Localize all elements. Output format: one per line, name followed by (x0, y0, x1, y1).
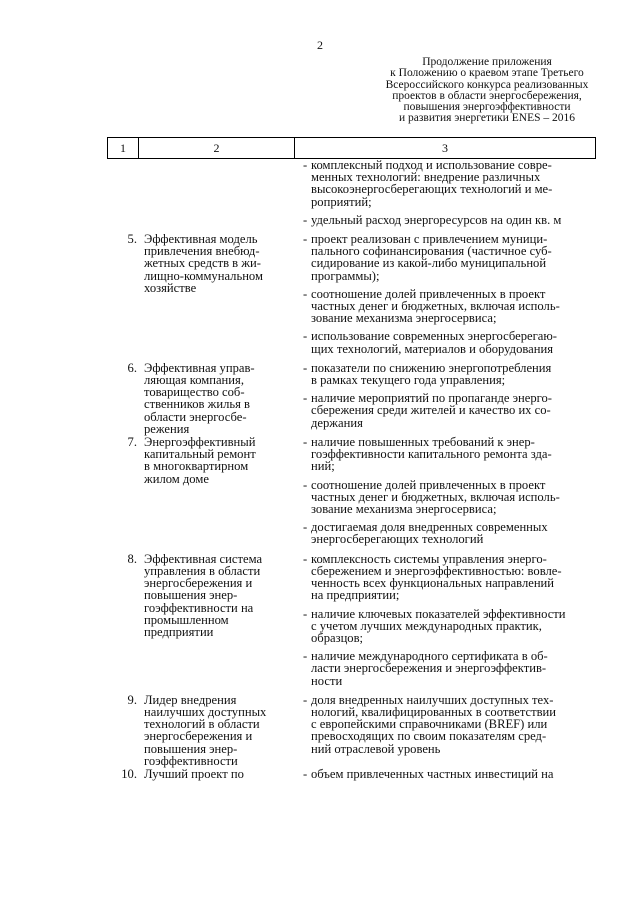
criterion-line: образцов; (311, 630, 364, 645)
criterion-item (303, 233, 597, 282)
criterion-line: менных технологий: внедрение различных (311, 170, 541, 185)
heading-line: Всероссийского конкурса реализованных (385, 78, 589, 91)
criterion-text (311, 694, 597, 755)
criterion-item (303, 362, 597, 386)
criterion-line: ченность всех функциональных направлений (311, 576, 555, 591)
criterion-text (311, 288, 597, 325)
criterion-text (311, 650, 597, 687)
nomination-name (137, 361, 292, 435)
nomination-line: капитальный ремонт (144, 447, 256, 462)
nomination-line: энергосбережения и (144, 576, 253, 591)
criterion-text (311, 768, 597, 780)
nomination-line: гоэффективности (144, 753, 238, 768)
row-number: 7. (127, 435, 137, 450)
nomination-line: Энергоэффективный (144, 435, 256, 450)
heading-line: повышения энергоэффективности (403, 101, 571, 114)
criterion-line: превосходящих по своим показателям сред- (311, 729, 547, 744)
nomination-line: технологий в области (144, 717, 260, 732)
criterion-line: ний; (311, 459, 335, 474)
criterion-line: частных денег и бюджетных, включая исполь- (311, 299, 560, 314)
criterion-line: наличие повышенных требований к энер- (311, 435, 535, 450)
criteria-list (292, 552, 597, 693)
nomination-line: товарищество соб- (144, 385, 245, 400)
bullet-dash: - (303, 520, 308, 535)
criterion-line: энергосберегающих технологий (311, 532, 484, 547)
criterion-text (311, 479, 597, 516)
nomination-line: жилом доме (144, 471, 209, 486)
bullet-dash: - (303, 232, 308, 247)
nomination-line: Эффективная управ- (144, 360, 255, 375)
criterion-item (303, 608, 597, 645)
nomination-name (137, 552, 292, 693)
criterion-line: сбережения среди жителей и качество их со- (311, 403, 551, 418)
bullet-dash: - (303, 649, 308, 664)
criterion-text (311, 521, 597, 545)
nomination-line: Эффективная модель (144, 232, 258, 247)
criterion-item (303, 159, 597, 208)
bullet-dash: - (303, 286, 308, 301)
page-number: 2 (317, 38, 323, 52)
nomination-line: ляющая компания, (144, 373, 244, 388)
bullet-dash: - (303, 360, 308, 375)
criteria-list (292, 693, 597, 767)
nomination-line: ственников жилья в (144, 397, 251, 412)
criterion-line: ласти энергосбережения и энергоэффектив- (311, 661, 547, 676)
criterion-item (303, 288, 597, 325)
nomination-name (137, 232, 292, 361)
criterion-line: сбережением и энергоэффективностью: вовле- (311, 563, 562, 578)
criterion-line: комплексный подход и использование совре- (311, 158, 552, 172)
nomination-line: предприятии (144, 624, 214, 639)
criterion-line: пального софинансирования (частичное суб- (311, 244, 552, 259)
heading-line: и развития энергетики ENES – 2016 (398, 112, 575, 125)
criterion-line: нологий, квалифицированных в соответствии (311, 704, 556, 719)
nomination-line: повышения энер- (144, 588, 238, 603)
column-header-number: 1 (108, 138, 139, 158)
criterion-line: соотношение долей привлеченных в проект (311, 477, 546, 492)
criterion-line: наличие ключевых показателей эффективности (311, 606, 566, 621)
row-number: 10. (121, 766, 137, 781)
criterion-line: показатели по снижению энергопотребления (311, 360, 552, 375)
criterion-text (311, 233, 597, 282)
criterion-line: удельный расход энергоресурсов на один кв. м (311, 212, 562, 227)
criteria-list (292, 435, 597, 552)
column-header-nomination: 2 (139, 138, 295, 158)
criterion-line: роприятий; (311, 194, 372, 209)
heading-line: проектов в области энергосбережения, (392, 89, 582, 102)
criterion-line: на предприятии; (311, 588, 400, 603)
bullet-dash: - (303, 766, 308, 781)
criterion-item (303, 214, 597, 226)
column-header-criteria: 3 (442, 140, 448, 155)
criterion-line: с европейскими справочниками (BREF) или (311, 717, 548, 732)
nomination-line: Эффективная система (144, 551, 263, 566)
nomination-name (137, 158, 292, 232)
criterion-line: программы); (311, 268, 380, 283)
criterion-line: использование современных энергосберегаю- (311, 329, 557, 344)
criterion-line: с учетом лучших международных практик, (311, 618, 542, 633)
appendix-heading (362, 57, 612, 125)
table-row (107, 435, 597, 552)
criterion-item (303, 330, 597, 354)
table-row (107, 767, 597, 786)
criterion-text (311, 362, 597, 386)
criterion-line: в рамках текущего года управления; (311, 373, 506, 388)
criterion-line: наличие международного сертификата в об- (311, 649, 548, 664)
bullet-dash: - (303, 435, 308, 450)
criterion-line: наличие мероприятий по пропаганде энерго- (311, 391, 552, 406)
table-header (107, 137, 596, 159)
criterion-text (311, 553, 597, 602)
criterion-line: проект реализован с привлечением муници- (311, 232, 548, 247)
criterion-line: сидирование из какой-либо муниципальной (311, 256, 547, 271)
criterion-line: доля внедренных наилучших доступных тех- (311, 692, 554, 707)
table-row (107, 158, 597, 232)
criterion-line: частных денег и бюджетных, включая исполь- (311, 489, 560, 504)
row-number: 8. (127, 551, 137, 566)
bullet-dash: - (303, 212, 308, 227)
criterion-text (311, 436, 597, 473)
nomination-line: наилучших доступных (144, 704, 267, 719)
table-row (107, 232, 597, 361)
criterion-item (303, 768, 597, 780)
criterion-text (311, 330, 597, 354)
bullet-dash: - (303, 692, 308, 707)
table-row (107, 361, 597, 435)
criterion-item (303, 436, 597, 473)
bullet-dash: - (303, 606, 308, 621)
nomination-line: промышленном (144, 612, 229, 627)
nomination-line: Лидер внедрения (144, 692, 237, 707)
criterion-line: достигаемая доля внедренных современных (311, 520, 548, 535)
bullet-dash: - (303, 391, 308, 406)
criterion-text (311, 159, 597, 208)
table-row (107, 552, 597, 693)
table-row (107, 693, 597, 767)
nomination-line: управления в области (144, 563, 261, 578)
row-number: 5. (127, 232, 137, 247)
nomination-line: лищно-коммунальном (144, 268, 263, 283)
criterion-line: объем привлеченных частных инвестиций на (311, 766, 554, 781)
bullet-dash: - (303, 477, 308, 492)
table-body (107, 158, 597, 786)
criterion-line: держания (311, 415, 363, 430)
heading-line: к Положению о краевом этапе Третьего (390, 67, 584, 80)
nomination-name (137, 767, 292, 786)
row-number: 6. (127, 360, 137, 375)
nomination-line: привлечения внебюд- (144, 244, 260, 259)
nomination-line: гоэффективности на (144, 600, 254, 615)
nomination-name (137, 435, 292, 552)
criterion-line: зование механизма энергосервиса; (311, 502, 497, 517)
criterion-item (303, 479, 597, 516)
criterion-line: гоэффективности капитального ремонта зда- (311, 447, 552, 462)
criterion-line: щих технологий, материалов и оборудования (311, 341, 554, 356)
nomination-line: хозяйстве (144, 280, 197, 295)
nomination-line: энергосбережения и (144, 729, 253, 744)
criteria-list (292, 767, 597, 786)
row-number (107, 158, 137, 232)
criterion-line: соотношение долей привлеченных в проект (311, 286, 546, 301)
bullet-dash: - (303, 551, 308, 566)
criterion-line: зование механизма энергосервиса; (311, 311, 497, 326)
criterion-line: комплексность системы управления энерго- (311, 551, 547, 566)
row-number: 9. (127, 692, 137, 707)
nomination-line: области энергосбе- (144, 409, 247, 424)
criterion-line: высокоэнергосберегающих технологий и ме- (311, 182, 553, 197)
bullet-dash: - (303, 329, 308, 344)
nomination-line: Лучший проект по (144, 766, 244, 781)
bullet-dash: - (303, 158, 308, 172)
criteria-list (292, 361, 597, 435)
nomination-line: жетных средств в жи- (144, 256, 261, 271)
criteria-list (292, 158, 597, 232)
nomination-line: режения (144, 421, 190, 436)
criterion-item (303, 521, 597, 545)
nomination-name (137, 693, 292, 767)
criterion-text (311, 214, 597, 226)
criteria-list (292, 232, 597, 361)
nomination-line: в многоквартирном (144, 459, 249, 474)
criterion-text (311, 608, 597, 645)
criterion-item (303, 650, 597, 687)
criterion-item (303, 553, 597, 602)
criterion-text (311, 392, 597, 429)
criterion-item (303, 694, 597, 755)
criterion-line: ний отраслевой уровень (311, 741, 441, 756)
criterion-item (303, 392, 597, 429)
nomination-line: повышения энер- (144, 741, 238, 756)
heading-line: Продолжение приложения (422, 56, 552, 68)
criterion-line: ности (311, 673, 343, 688)
